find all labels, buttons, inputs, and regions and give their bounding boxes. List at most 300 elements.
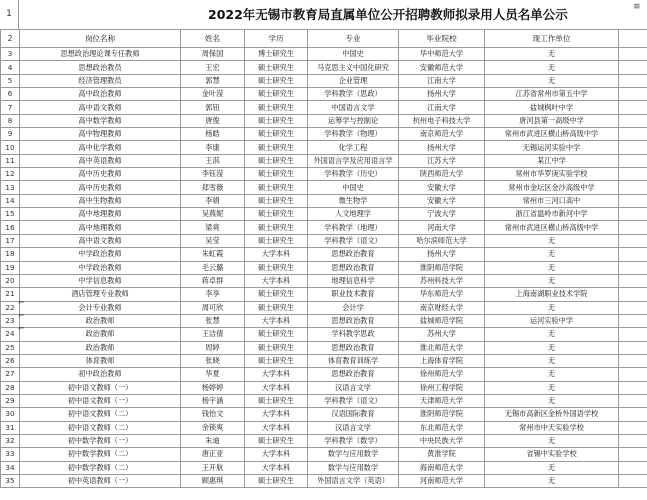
empty-cell[interactable] [619,261,647,274]
cell-education[interactable]: 硕士研究生 [245,328,308,341]
cell-employer[interactable]: 上海南湖职业技术学院 [485,288,619,301]
cell-employer[interactable]: 无 [485,234,619,247]
cell-position[interactable]: 初中数学教师（一） [20,434,181,447]
cell-position[interactable]: 思想政治理论课专任教师 [20,48,181,61]
empty-cell[interactable] [619,301,647,314]
cell-education[interactable]: 硕士研究生 [245,434,308,447]
table-row [1,475,647,488]
row-number[interactable]: 25 [1,341,20,354]
row-number[interactable]: 29 [1,394,20,407]
cell-education[interactable]: 大学本科 [245,274,308,287]
table-row [1,301,647,314]
cell-name[interactable]: 王淇 [181,154,245,167]
empty-cell[interactable] [619,101,647,114]
cell-position[interactable]: 高中数学教师 [20,114,181,127]
cell-education[interactable]: 硕士研究生 [245,221,308,234]
cell-position[interactable]: 政治教师 [20,314,181,327]
empty-cell[interactable] [619,434,647,447]
cell-employer[interactable]: 省锡中实验学校 [485,448,619,461]
cell-education[interactable]: 硕士研究生 [245,301,308,314]
empty-cell[interactable] [619,421,647,434]
cell-name[interactable]: 郭钮 [181,101,245,114]
cell-school[interactable]: 安徽大学 [399,194,485,207]
table-row [1,448,647,461]
cell-major[interactable]: 思想政治教育 [308,248,399,261]
cell-position[interactable]: 会计专业教师 [20,301,181,314]
cell-education[interactable]: 硕士研究生 [245,341,308,354]
cell-name[interactable]: 唐俊 [181,114,245,127]
cell-position[interactable]: 思想政治教员 [20,61,181,74]
row-number[interactable]: 7 [1,101,20,114]
cell-position[interactable]: 中学信息教师 [20,274,181,287]
cell-school[interactable]: 徐州师范大学 [399,368,485,381]
table-row [1,128,647,141]
row-number[interactable]: 5 [1,74,20,87]
cell-education[interactable]: 硕士研究生 [245,475,308,488]
cell-education[interactable]: 硕士研究生 [245,128,308,141]
row-number[interactable]: 9 [1,128,20,141]
empty-cell[interactable] [619,88,647,101]
cell-name[interactable]: 金叶滢 [181,88,245,101]
cell-position[interactable]: 政治教师 [20,328,181,341]
empty-cell[interactable] [619,74,647,87]
cell-major[interactable]: 外国语言学及应用语言学 [308,154,399,167]
cell-position[interactable]: 高中地理教师 [20,221,181,234]
cell-employer[interactable]: 常州市中天实验学校 [485,421,619,434]
cell-education[interactable]: 硕士研究生 [245,208,308,221]
table-row [1,461,647,474]
cell-school[interactable]: 哈尔滨师范大学 [399,234,485,247]
cell-major[interactable]: 地理信息科学 [308,274,399,287]
cell-major[interactable]: 体育教育训练学 [308,354,399,367]
cell-employer[interactable]: 浙江省温岭市新河中学 [485,208,619,221]
cell-major[interactable]: 思想政治教育 [308,368,399,381]
row-number[interactable]: 10 [1,141,20,154]
cell-major[interactable]: 学科教学（物理） [308,128,399,141]
cell-employer[interactable]: 无 [485,61,619,74]
empty-cell[interactable] [619,154,647,167]
cell-name[interactable]: 李康 [181,141,245,154]
cell-position[interactable]: 高中化学教师 [20,141,181,154]
cell-major[interactable]: 汉语言文学 [308,421,399,434]
cell-major[interactable]: 中国史 [308,48,399,61]
empty-cell[interactable] [619,328,647,341]
row-number[interactable]: 21 [1,288,20,301]
cell-position[interactable]: 体育教师 [20,354,181,367]
row-number[interactable]: 33 [1,448,20,461]
cell-major[interactable]: 汉语言文学 [308,381,399,394]
cell-employer[interactable]: 无 [485,434,619,447]
cell-education[interactable]: 硕士研究生 [245,74,308,87]
cell-name[interactable]: 郭慧 [181,74,245,87]
cell-school[interactable]: 陕西师范大学 [399,168,485,181]
cell-name[interactable]: 周婷 [181,341,245,354]
cell-major[interactable]: 学科教学（历史） [308,168,399,181]
cell-employer[interactable]: 无 [485,368,619,381]
cell-name[interactable]: 张慧 [181,314,245,327]
cell-employer[interactable]: 唐河县第一高级中学 [485,114,619,127]
cell-employer[interactable]: 运河实验中学 [485,314,619,327]
cell-name[interactable]: 华夏 [181,368,245,381]
cell-name[interactable]: 毛云璐 [181,261,245,274]
cell-education[interactable]: 硕士研究生 [245,61,308,74]
table-row [1,408,647,421]
table-row [1,341,647,354]
cell-employer[interactable]: 常州市三河口高中 [485,194,619,207]
cell-school[interactable]: 扬州大学 [399,141,485,154]
cell-education[interactable]: 硕士研究生 [245,394,308,407]
cell-name[interactable]: 吴燕妮 [181,208,245,221]
cell-education[interactable]: 硕士研究生 [245,101,308,114]
cell-employer[interactable]: 常州市华罗庚实验学校 [485,168,619,181]
cell-education[interactable]: 硕士研究生 [245,88,308,101]
cell-name[interactable]: 朱虹霞 [181,248,245,261]
row-number[interactable]: 26 [1,354,20,367]
cell-school[interactable]: 南京师范大学 [399,128,485,141]
empty-cell[interactable] [619,141,647,154]
cell-education[interactable]: 大学本科 [245,461,308,474]
cell-major[interactable]: 学科教学（思政） [308,88,399,101]
cell-major[interactable]: 外国语言文学（英语） [308,475,399,488]
cell-major[interactable]: 企业管理 [308,74,399,87]
table-row [1,248,647,261]
header-cell-education[interactable]: 学历 [245,30,308,48]
table-row [1,181,647,194]
cell-education[interactable]: 硕士研究生 [245,288,308,301]
empty-cell[interactable] [619,341,647,354]
cell-education[interactable]: 大学本科 [245,248,308,261]
table-row [1,421,647,434]
cell-school[interactable]: 河南大学 [399,221,485,234]
cell-education[interactable]: 硕士研究生 [245,261,308,274]
cell-position[interactable]: 初中政治教师 [20,368,181,381]
cell-major[interactable]: 运筹学与控制论 [308,114,399,127]
row-number[interactable]: 2 [1,30,20,48]
cell-major[interactable]: 会计学 [308,301,399,314]
cell-education[interactable]: 大学本科 [245,448,308,461]
cell-employer[interactable]: 无 [485,461,619,474]
cell-employer[interactable]: 无锡运河实验中学 [485,141,619,154]
empty-cell[interactable] [619,274,647,287]
table-row [1,194,647,207]
row-number[interactable]: 27 [1,368,20,381]
cell-school[interactable]: 黄淮学院 [399,448,485,461]
cell-school[interactable]: 南京财经大学 [399,301,485,314]
cell-employer[interactable]: 无 [485,381,619,394]
cell-position[interactable]: 经济管理教员 [20,74,181,87]
cell-employer[interactable]: 某江中学 [485,154,619,167]
cell-employer[interactable]: 江苏省常州市第五中学 [485,88,619,101]
cell-school[interactable]: 苏州科技大学 [399,274,485,287]
cell-position[interactable]: 高中政治教师 [20,88,181,101]
cell-education[interactable]: 博士研究生 [245,48,308,61]
cell-school[interactable]: 安徽师范大学 [399,61,485,74]
cell-major[interactable]: 学科教学（数学） [308,434,399,447]
cell-name[interactable]: 郑雪薇 [181,181,245,194]
cell-school[interactable]: 苏州大学 [399,328,485,341]
cell-name[interactable]: 蒋卓群 [181,274,245,287]
row-number[interactable]: 17 [1,234,20,247]
row-number[interactable]: 24 [1,328,20,341]
cell-employer[interactable]: 无 [485,301,619,314]
cell-school[interactable]: 杭州电子科技大学 [399,114,485,127]
row-number[interactable]: 35 [1,475,20,488]
cell-education[interactable]: 大学本科 [245,421,308,434]
empty-cell[interactable] [619,475,647,488]
row-number[interactable]: 23 [1,314,20,327]
cell-position[interactable]: 高中物理教师 [20,128,181,141]
row-number[interactable]: 18 [1,248,20,261]
cell-name[interactable]: 王开航 [181,461,245,474]
cell-position[interactable]: 高中历史教师 [20,181,181,194]
cell-position[interactable]: 中学政治教师 [20,248,181,261]
cell-school[interactable]: 天津师范大学 [399,394,485,407]
empty-cell[interactable] [619,168,647,181]
cell-employer[interactable]: 无 [485,328,619,341]
empty-cell[interactable] [619,248,647,261]
cell-major[interactable]: 职业技术教育 [308,288,399,301]
header-cell-school[interactable]: 毕业院校 [399,30,485,48]
row-number[interactable]: 1 [0,0,19,29]
cell-name[interactable]: 周保国 [181,48,245,61]
cell-position[interactable]: 初中语文教师（一） [20,381,181,394]
row-number[interactable]: 16 [1,221,20,234]
cell-school[interactable]: 东北师范大学 [399,421,485,434]
cell-position[interactable]: 中学政治教师 [20,261,181,274]
cell-school[interactable]: 宁波大学 [399,208,485,221]
cell-major[interactable]: 思想政治教育 [308,261,399,274]
cell-school[interactable]: 淮北师范大学 [399,341,485,354]
cell-school[interactable]: 华东师范大学 [399,288,485,301]
cell-education[interactable]: 硕士研究生 [245,168,308,181]
empty-cell[interactable] [619,128,647,141]
cell-name[interactable]: 吴莹 [181,234,245,247]
empty-cell[interactable] [619,30,647,48]
cell-name[interactable]: 李享 [181,288,245,301]
table-row [1,288,647,301]
cell-major[interactable]: 马克思主义中国化研究 [308,61,399,74]
cell-education[interactable]: 大学本科 [245,408,308,421]
empty-cell[interactable] [619,314,647,327]
empty-cell[interactable] [619,61,647,74]
table-row [1,394,647,407]
cell-education[interactable]: 硕士研究生 [245,354,308,367]
cell-employer[interactable]: 无 [485,261,619,274]
cell-name[interactable]: 王洁倩 [181,328,245,341]
cell-major[interactable]: 学科教学（语文） [308,394,399,407]
cell-school[interactable]: 江南大学 [399,101,485,114]
cell-position[interactable]: 初中英语教师（一） [20,475,181,488]
row-number[interactable]: 28 [1,381,20,394]
cell-school[interactable]: 淮阴师范学院 [399,261,485,274]
row-number[interactable]: 15 [1,208,20,221]
table-row [1,368,647,381]
empty-cell[interactable] [619,208,647,221]
header-cell-employer[interactable]: 现工作单位 [485,30,619,48]
cell-education[interactable]: 大学本科 [245,314,308,327]
cell-name[interactable]: 朱迪 [181,434,245,447]
cell-employer[interactable]: 无 [485,74,619,87]
cell-employer[interactable]: 无 [485,475,619,488]
cell-name[interactable]: 杨宇涵 [181,394,245,407]
cell-major[interactable]: 数学与应用数学 [308,448,399,461]
header-cell-name[interactable]: 姓名 [181,30,245,48]
cell-school[interactable]: 徐州工程学院 [399,381,485,394]
cell-position[interactable]: 初中语文教师（一） [20,394,181,407]
row-number[interactable]: 14 [1,194,20,207]
data-table [0,29,647,488]
cell-education[interactable]: 硕士研究生 [245,181,308,194]
table-row [1,74,647,87]
cell-marker-icon: ⌐ [18,324,25,333]
cell-name[interactable]: 张晓 [181,354,245,367]
table-row [1,48,647,61]
table-row [1,114,647,127]
row-number[interactable]: 13 [1,181,20,194]
cell-school[interactable]: 扬州大学 [399,88,485,101]
row-number[interactable]: 22 [1,301,20,314]
cell-education[interactable]: 大学本科 [245,368,308,381]
empty-cell[interactable] [619,234,647,247]
row-number[interactable]: 3 [1,48,20,61]
cell-major[interactable]: 学科教学（语文） [308,234,399,247]
cell-major[interactable]: 汉语国际教育 [308,408,399,421]
cell-name[interactable]: 余锁爽 [181,421,245,434]
cell-major[interactable]: 思想政治教育 [308,341,399,354]
cell-position[interactable]: 政治教师 [20,341,181,354]
empty-cell[interactable] [619,448,647,461]
empty-cell[interactable] [619,461,647,474]
row-number[interactable]: 4 [1,61,20,74]
empty-cell[interactable] [619,354,647,367]
cell-position[interactable]: 初中数学教师（二） [20,448,181,461]
cell-school[interactable]: 华中师范大学 [399,48,485,61]
cell-employer[interactable]: 盐城枫叶中学 [485,101,619,114]
cell-employer[interactable]: 常州市金坛区金沙高级中学 [485,181,619,194]
cell-name[interactable]: 钱怡文 [181,408,245,421]
cell-education[interactable]: 硕士研究生 [245,234,308,247]
empty-cell[interactable] [619,221,647,234]
cell-name[interactable]: 李娟 [181,194,245,207]
cell-employer[interactable]: 无 [485,48,619,61]
cell-school[interactable]: 安徽大学 [399,181,485,194]
cell-name[interactable]: 杨婷婷 [181,381,245,394]
cell-position[interactable]: 初中语文教师（二） [20,408,181,421]
row-number[interactable]: 20 [1,274,20,287]
cell-position[interactable]: 高中语文教师 [20,234,181,247]
cell-name[interactable]: 周可欣 [181,301,245,314]
cell-education[interactable]: 硕士研究生 [245,114,308,127]
cell-position[interactable]: 高中历史教师 [20,168,181,181]
empty-cell[interactable] [619,48,647,61]
cell-major[interactable]: 中国语言文学 [308,101,399,114]
cell-school[interactable]: 江苏大学 [399,154,485,167]
row-number[interactable]: 8 [1,114,20,127]
cell-position[interactable]: 高中语文教师 [20,101,181,114]
cell-employer[interactable]: 常州市武进区横山桥高级中学 [485,128,619,141]
cell-school[interactable]: 河南师范大学 [399,475,485,488]
cell-employer[interactable]: 无 [485,394,619,407]
cell-major[interactable]: 学科教学思政 [308,328,399,341]
cell-major[interactable]: 中国史 [308,181,399,194]
cell-school[interactable]: 海南师范大学 [399,461,485,474]
cell-name[interactable]: 顾惠琪 [181,475,245,488]
empty-cell[interactable] [619,394,647,407]
cell-name[interactable]: 梁爽 [181,221,245,234]
cell-school[interactable]: 淮阴师范学院 [399,408,485,421]
row-number[interactable]: 34 [1,461,20,474]
cell-position[interactable]: 高中英语教师 [20,154,181,167]
header-cell-position[interactable]: 岗位名称 [20,30,181,48]
cell-position[interactable]: 高中地理教师 [20,208,181,221]
cell-name[interactable]: 唐正亚 [181,448,245,461]
cell-position[interactable]: 初中数学教师（二） [20,461,181,474]
cell-school[interactable]: 盐城师范学院 [399,314,485,327]
cell-employer[interactable]: 无 [485,274,619,287]
cell-major[interactable]: 化学工程 [308,141,399,154]
cell-employer[interactable]: 无 [485,354,619,367]
cell-education[interactable]: 大学本科 [245,381,308,394]
cell-major[interactable]: 学科教学（地理） [308,221,399,234]
cell-position[interactable]: 酒店管理专业教师 [20,288,181,301]
empty-cell[interactable] [619,114,647,127]
row-number[interactable]: 19 [1,261,20,274]
row-number[interactable]: 32 [1,434,20,447]
title-row [0,0,647,30]
header-cell-major[interactable]: 专业 [308,30,399,48]
cell-employer[interactable]: 无 [485,248,619,261]
cell-name[interactable]: 杨皓 [181,128,245,141]
cell-major[interactable]: 数学与应用数学 [308,461,399,474]
cell-education[interactable]: 硕士研究生 [245,141,308,154]
cell-position[interactable]: 高中生物教师 [20,194,181,207]
cell-major[interactable]: 微生物学 [308,194,399,207]
cell-employer[interactable]: 无 [485,341,619,354]
empty-cell[interactable] [619,408,647,421]
row-number[interactable]: 30 [1,408,20,421]
empty-cell[interactable] [619,288,647,301]
table-row [1,328,647,341]
table-row [1,221,647,234]
cell-name[interactable]: 王宏 [181,61,245,74]
table-header-row [1,30,647,48]
empty-cell[interactable] [619,194,647,207]
cell-school[interactable]: 中央民族大学 [399,434,485,447]
row-number[interactable]: 11 [1,154,20,167]
row-number[interactable]: 12 [1,168,20,181]
table-row [1,154,647,167]
row-number[interactable]: 31 [1,421,20,434]
scroll-indicator-icon[interactable]: ≌ [633,2,641,12]
cell-major[interactable]: 思想政治教育 [308,314,399,327]
table-row [1,434,647,447]
cell-education[interactable]: 硕士研究生 [245,154,308,167]
cell-employer[interactable]: 常州市武进区横山桥高级中学 [485,221,619,234]
cell-position[interactable]: 初中语文教师（二） [20,421,181,434]
empty-cell[interactable] [619,368,647,381]
cell-major[interactable]: 人文地理学 [308,208,399,221]
cell-school[interactable]: 扬州大学 [399,248,485,261]
cell-employer[interactable]: 无锡市高新区金桥外国语学校 [485,408,619,421]
table-row [1,274,647,287]
cell-school[interactable]: 上海体育学院 [399,354,485,367]
cell-school[interactable]: 江南大学 [399,74,485,87]
cell-name[interactable]: 李钰滢 [181,168,245,181]
empty-cell[interactable] [619,181,647,194]
empty-cell[interactable] [619,381,647,394]
row-number[interactable]: 6 [1,88,20,101]
cell-education[interactable]: 硕士研究生 [245,194,308,207]
